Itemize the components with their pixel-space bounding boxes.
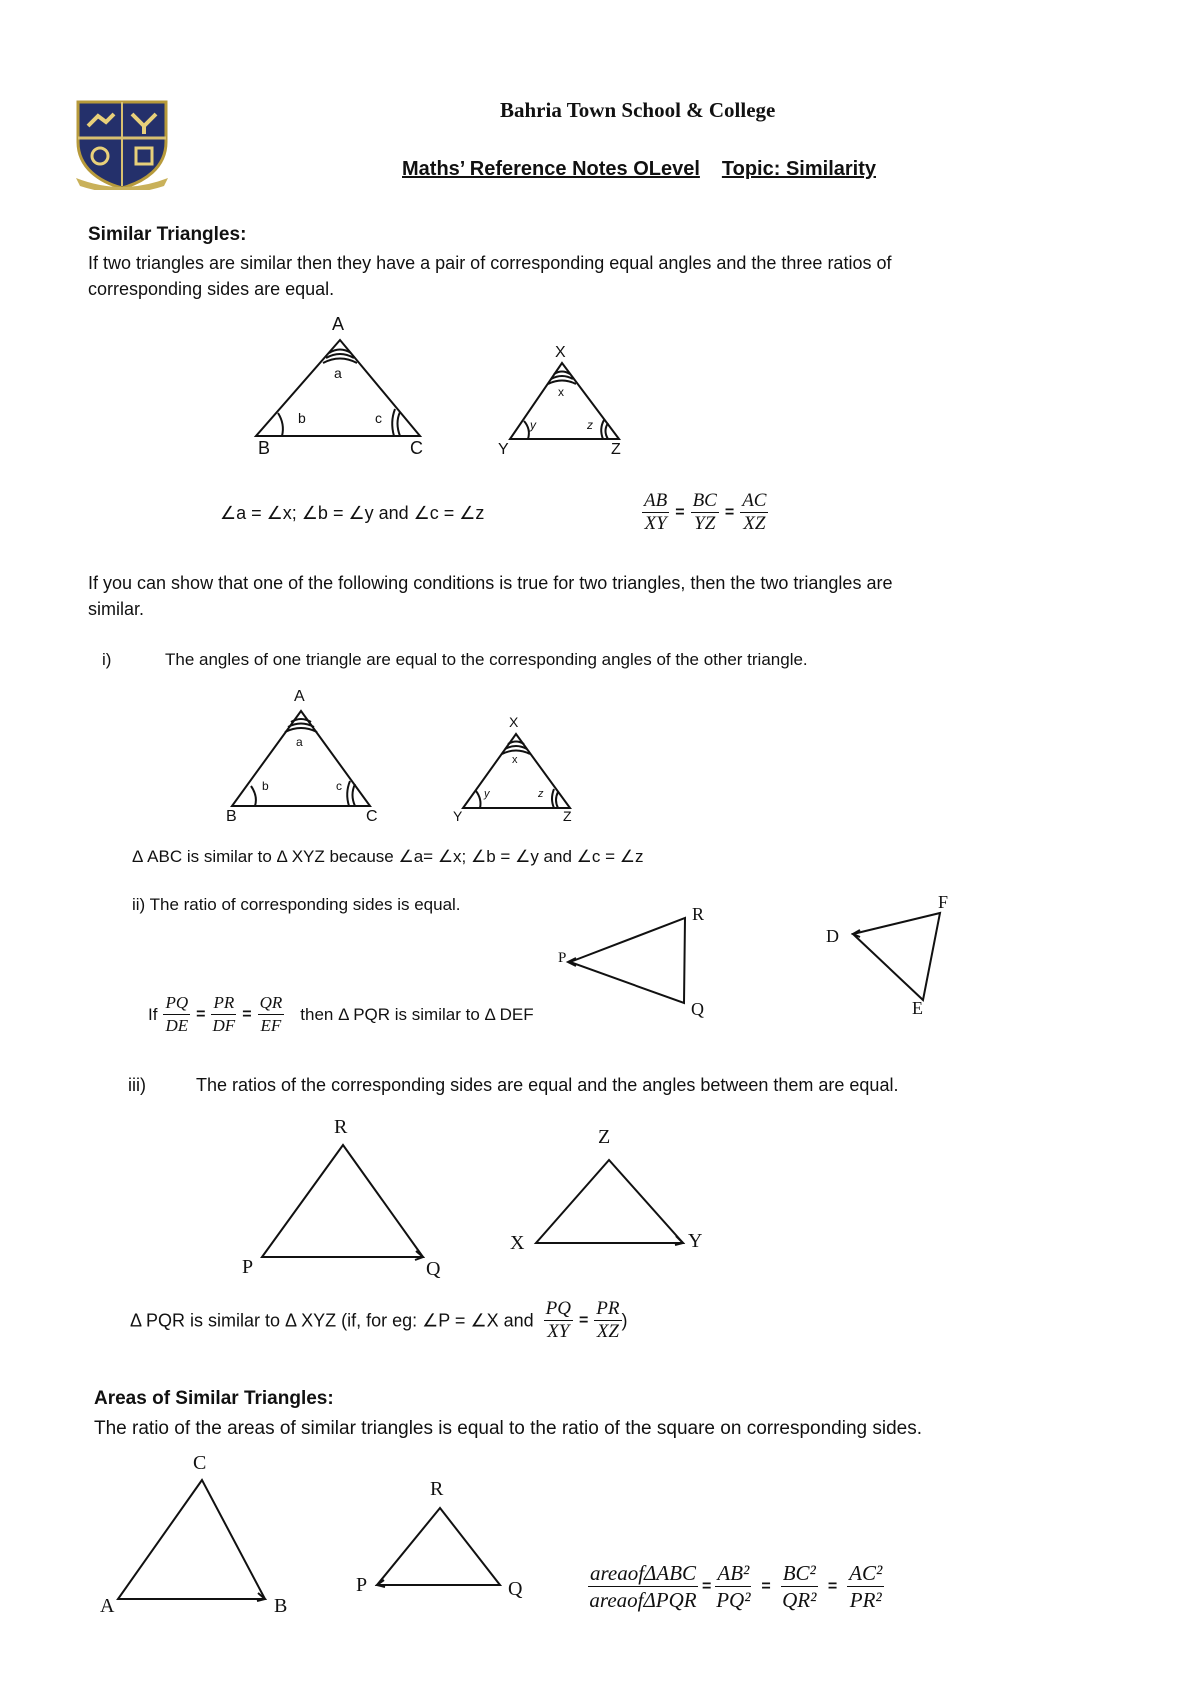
section-areas-text: The ratio of the areas of similar triangles is equal to the ratio of the square on corresponding sides. — [94, 1418, 923, 1439]
section-text-line1: If two triangles are similar then they have a pair of corresponding equal angles and the three ratios of — [88, 253, 892, 273]
vertex-label-Z: Z — [611, 441, 621, 458]
vertex-label-X: X — [510, 1232, 525, 1254]
angle-label-c: c — [336, 779, 342, 793]
ratio-fraction: $\frac{\text{AB²}}{\text{PQ²}}$ — [716, 1561, 751, 1612]
vertex-label-F: F — [938, 892, 949, 912]
angle-label-a: a — [334, 365, 342, 381]
ratio-fraction: $\frac{QR}{EF}$ — [259, 993, 283, 1035]
ratio-fraction: $\frac{AB}{XY}$ — [644, 490, 668, 534]
ratio-fraction: $\frac{AC}{XZ}$ — [742, 490, 767, 534]
vertex-label-Y: Y — [498, 441, 509, 458]
vertex-label-Y: Y — [453, 808, 463, 824]
condition-3-conclusion: Δ PQR is similar to Δ XYZ (if, for eg: ∠P = ∠X and $\frac{PQ}{XY}$ = $\frac{PR}{XZ}$ ) — [130, 1298, 628, 1342]
vertex-label-C: C — [410, 438, 423, 458]
vertex-label-R: R — [334, 1116, 348, 1138]
angle-label-x: x — [558, 385, 564, 399]
angle-label-c: c — [375, 410, 382, 426]
vertex-label-B: B — [226, 808, 237, 825]
ratio-fraction: $\frac{\text{BC²}}{\text{QR²}}$ — [782, 1561, 817, 1612]
vertex-label-P: P — [356, 1574, 368, 1596]
ratio-fraction: $\frac{BC}{YZ}$ — [692, 490, 717, 534]
vertex-label-C: C — [366, 808, 378, 825]
condition-3-number: iii) — [128, 1075, 146, 1095]
conditions-intro-line2: similar. — [88, 599, 145, 619]
ratio-fraction: $\frac{\text{AC²}}{\text{PR²}}$ — [849, 1561, 883, 1612]
subtitle-notes: Maths’ Reference Notes OLevel — [402, 158, 700, 180]
vertex-label-X: X — [555, 344, 566, 361]
conditions-intro-line1: If you can show that one of the following conditions is true for two triangles, then the two triangles are — [88, 573, 893, 593]
vertex-label-A: A — [100, 1595, 115, 1617]
vertex-label-P: P — [242, 1256, 254, 1278]
angle-label-a: a — [296, 735, 303, 749]
vertex-label-B: B — [274, 1595, 288, 1617]
condition-2-ratio: If $\frac{PQ}{DE}$ = $\frac{PR}{DF}$ = $\frac{QR}{EF}$ then Δ PQR is similar to Δ DEF — [148, 993, 534, 1035]
angle-label-z: z — [587, 418, 593, 432]
condition-2-text: ii) The ratio of corresponding sides is equal. — [132, 895, 461, 914]
area-ratio-formula: $\frac{\text{areaofΔABC}}{\text{areaofΔPQR}}$ = $\frac{\text{AB²}}{\text{PQ²}}$ = $\frac{\text{BC²}}{\text{QR²}}$ = $\frac{\text{AC²}}{\text{PR²}}$ — [589, 1561, 883, 1612]
section-heading-areas: Areas of Similar Triangles: — [94, 1388, 334, 1409]
vertex-label-Y: Y — [688, 1230, 703, 1252]
condition-1-number: i) — [102, 650, 112, 669]
vertex-label-Z: Z — [563, 808, 572, 824]
angle-label-y: y — [530, 418, 536, 432]
ratio-fraction: $\frac{PQ}{XY}$ — [545, 1298, 571, 1342]
angle-equality-statement: ∠a = ∠x; ∠b = ∠y and ∠c = ∠z — [220, 503, 485, 523]
angle-label-b: b — [298, 410, 306, 426]
ratio-fraction: $\frac{PR}{XZ}$ — [596, 1298, 620, 1342]
school-name: Bahria Town School & College — [500, 98, 776, 122]
vertex-label-P: P — [558, 950, 567, 966]
condition-1-text: The angles of one triangle are equal to the corresponding angles of the other triangle. — [165, 650, 808, 669]
vertex-label-R: R — [430, 1478, 444, 1500]
section-heading-similar-triangles: Similar Triangles: — [88, 224, 247, 245]
angle-label-x: x — [512, 754, 518, 766]
ratio-fraction: $\frac{PQ}{DE}$ — [165, 993, 189, 1035]
vertex-label-A: A — [294, 688, 305, 705]
subtitle-topic: Topic: Similarity — [721, 158, 876, 180]
vertex-label-R: R — [692, 904, 705, 924]
ratio-fraction: $\frac{PR}{DF}$ — [212, 993, 236, 1035]
vertex-label-X: X — [509, 714, 519, 730]
angle-label-z: z — [538, 788, 544, 800]
vertex-label-E: E — [912, 998, 923, 1018]
vertex-label-A: A — [332, 314, 345, 334]
vertex-label-C: C — [193, 1452, 207, 1474]
vertex-label-D: D — [826, 926, 839, 946]
ratio-fraction: $\frac{\text{areaofΔABC}}{\text{areaofΔPQR}}$ — [589, 1561, 697, 1612]
condition-1-conclusion: Δ ABC is similar to Δ XYZ because ∠a= ∠x; ∠b = ∠y and ∠c = ∠z — [132, 847, 644, 866]
condition-3-text: The ratios of the corresponding sides are equal and the angles between them are equal. — [196, 1075, 899, 1095]
side-ratio-equation: $\frac{AB}{XY}$ = $\frac{BC}{YZ}$ = $\frac{AC}{XZ}$ — [644, 490, 767, 534]
vertex-label-Z: Z — [598, 1126, 611, 1148]
section-text-line2: corresponding sides are equal. — [88, 279, 335, 299]
vertex-label-Q: Q — [691, 999, 704, 1019]
angle-label-b: b — [262, 779, 269, 793]
vertex-label-Q: Q — [426, 1258, 441, 1280]
angle-label-y: y — [484, 788, 490, 800]
vertex-label-B: B — [258, 438, 271, 458]
vertex-label-Q: Q — [508, 1578, 523, 1600]
